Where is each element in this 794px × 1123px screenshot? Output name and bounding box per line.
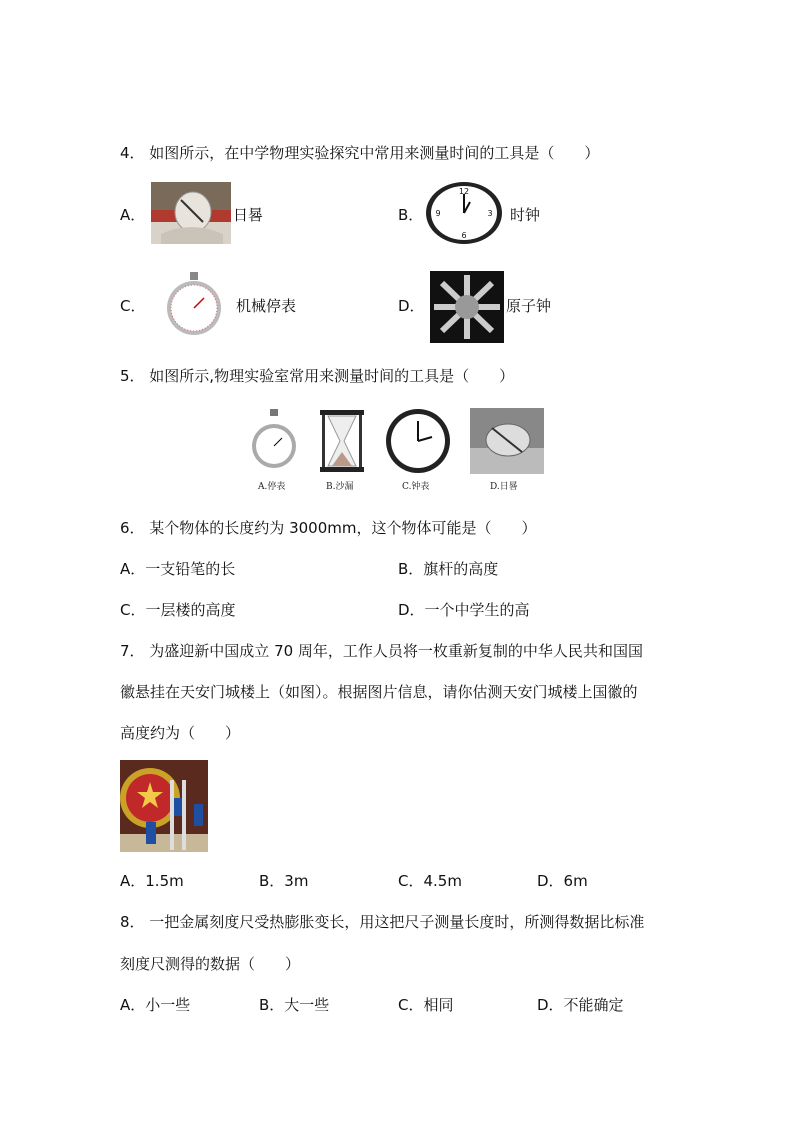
national-emblem-photo xyxy=(120,760,208,852)
q6-option-b: B．旗杆的高度 xyxy=(398,560,499,578)
q6-stem: 6． 某个物体的长度约为 3000mm，这个物体可能是（ ） xyxy=(120,519,537,537)
q4-option-c-text: 机械停表 xyxy=(236,297,297,315)
q7-option-c: C．4.5m xyxy=(398,872,462,890)
q8-option-c: C．相同 xyxy=(398,996,454,1014)
q6-option-a: A．一支铅笔的长 xyxy=(120,560,236,578)
q4-option-a-text: 日晷 xyxy=(233,206,264,224)
svg-text:12: 12 xyxy=(458,187,470,196)
q7-stem-line-2: 徽悬挂在天安门城楼上（如图）。根据图片信息，请你估测天安门城楼上国徽的 xyxy=(120,683,638,701)
stopwatch-image xyxy=(158,270,230,336)
q4-option-c-letter: C． xyxy=(120,297,146,315)
q4-option-b-letter: B． xyxy=(398,206,424,224)
caption-c: C.钟表 xyxy=(402,482,430,492)
hourglass-image xyxy=(318,408,366,474)
sundial-image xyxy=(151,182,231,244)
q7-stem-line-3: 高度约为（ ） xyxy=(120,724,241,742)
caption-b: B.沙漏 xyxy=(326,482,354,492)
q6-option-d: D．一个中学生的高 xyxy=(398,601,530,619)
stopwatch-image xyxy=(249,408,299,474)
q7-stem-line-1: 7． 为盛迎新中国成立 70 周年，工作人员将一枚重新复制的中华人民共和国国 xyxy=(120,642,643,660)
q4-option-b-text: 时钟 xyxy=(510,206,541,224)
q4-stem: 4． 如图所示，在中学物理实验探究中常用来测量时间的工具是（ ） xyxy=(120,144,600,162)
q7-option-b: B．3m xyxy=(259,872,309,890)
q5-stem: 5． 如图所示,物理实验室常用来测量时间的工具是（ ） xyxy=(120,367,515,385)
clock-image xyxy=(384,407,452,475)
q4-option-a-letter: A． xyxy=(120,206,146,224)
sundial-image xyxy=(470,408,544,474)
svg-text:6: 6 xyxy=(461,231,467,240)
q6-option-c: C．一层楼的高度 xyxy=(120,601,236,619)
q8-option-a: A．小一些 xyxy=(120,996,191,1014)
svg-text:9: 9 xyxy=(435,209,441,218)
q8-stem-line-1: 8． 一把金属刻度尺受热膨胀变长，用这把尺子测量长度时，所测得数据比标准 xyxy=(120,913,645,931)
caption-d: D.日晷 xyxy=(490,482,518,492)
q8-option-d: D．不能确定 xyxy=(537,996,624,1014)
q8-stem-line-2: 刻度尺测得的数据（ ） xyxy=(120,955,301,973)
q4-option-d-text: 原子钟 xyxy=(506,297,552,315)
q7-option-d: D．6m xyxy=(537,872,588,890)
q7-option-a: A．1.5m xyxy=(120,872,184,890)
caption-a: A.停表 xyxy=(258,482,286,492)
wall-clock-image xyxy=(424,180,504,246)
svg-text:3: 3 xyxy=(487,209,493,218)
q4-option-d-letter: D． xyxy=(398,297,425,315)
q8-option-b: B．大一些 xyxy=(259,996,330,1014)
atomic-clock-image xyxy=(430,271,504,343)
